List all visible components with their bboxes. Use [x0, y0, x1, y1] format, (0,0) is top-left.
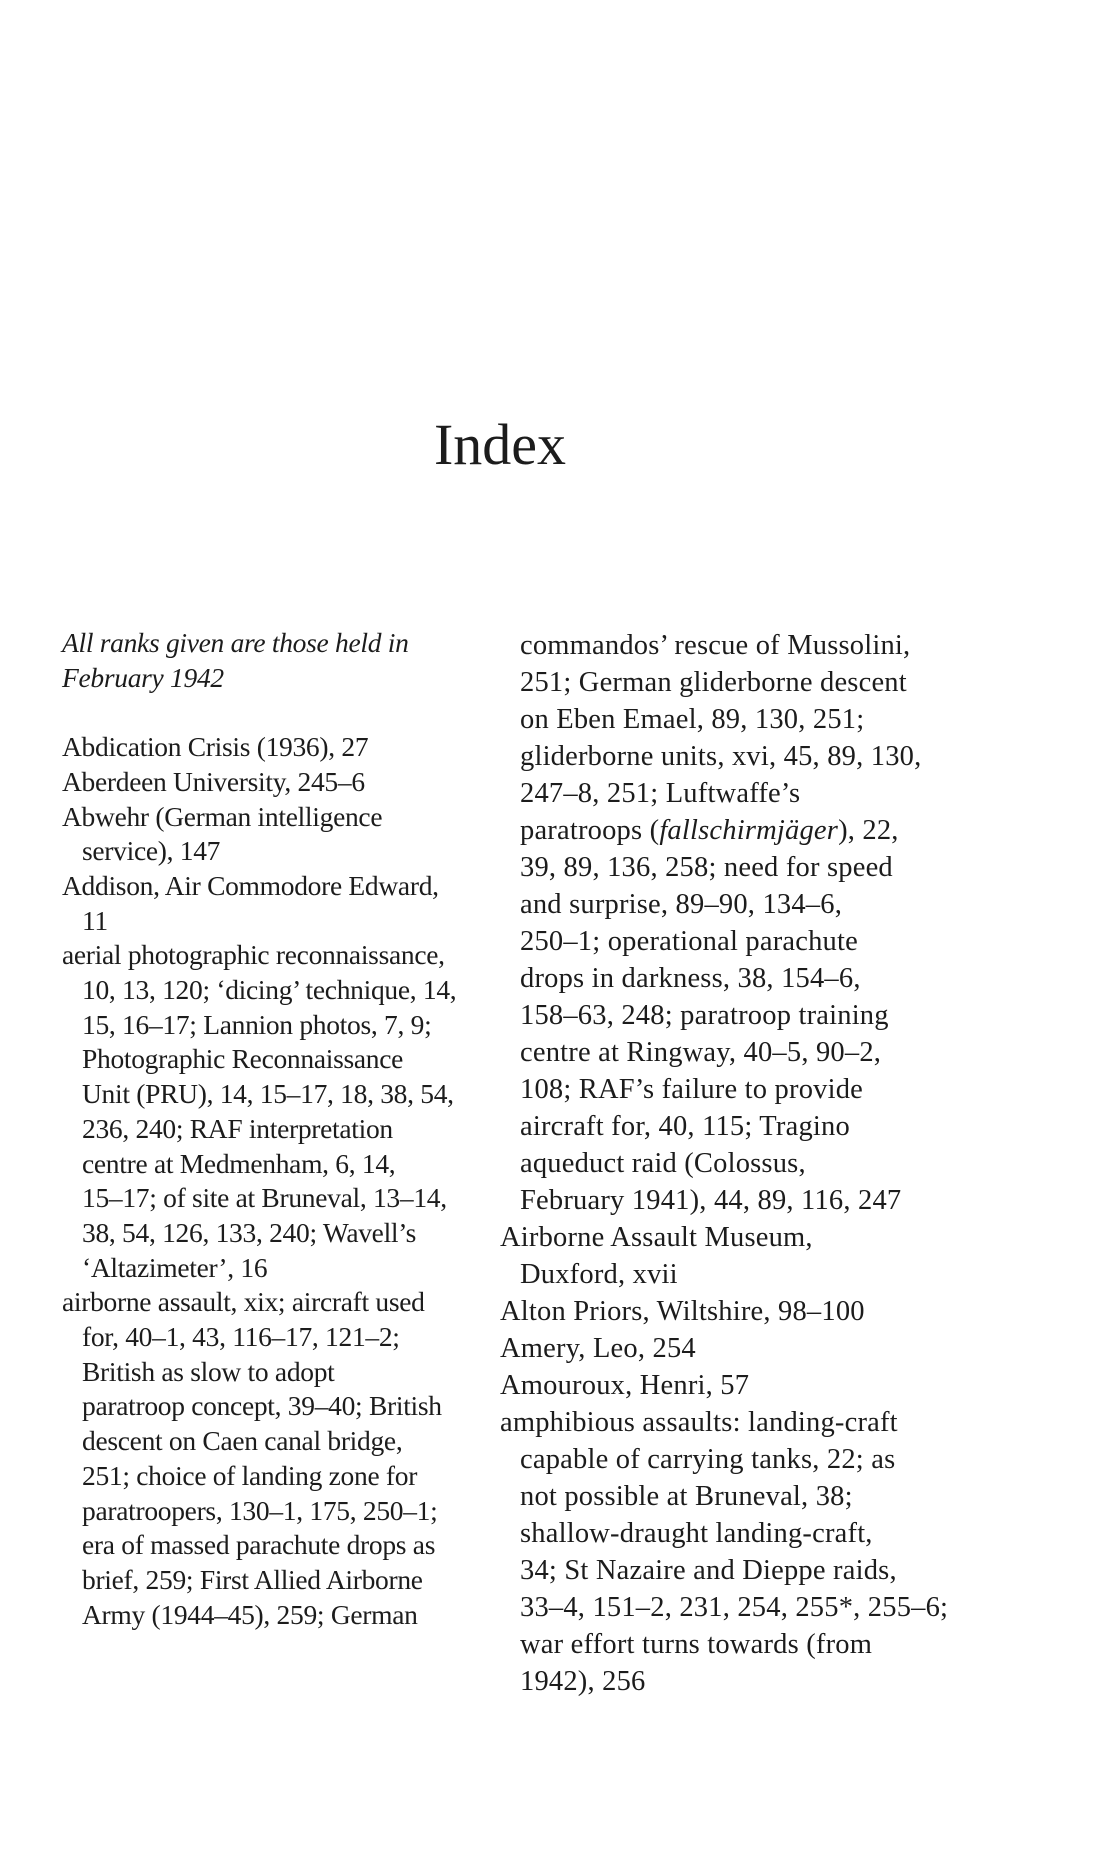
index-entry-line: 158–63, 248; paratroop training: [520, 1000, 889, 1031]
index-entry-line: Unit (PRU), 14, 15–17, 18, 38, 54,: [82, 1078, 454, 1110]
index-entry-heading: airborne assault, xix; aircraft used: [62, 1286, 425, 1318]
index-entry-line: brief, 259; First Allied Airborne: [82, 1563, 423, 1595]
index-entry-line: shallow-draught landing-craft,: [520, 1518, 873, 1549]
index-entry-line: 11: [82, 904, 108, 936]
index-entry-heading: Alton Priors, Wiltshire, 98–100: [500, 1296, 865, 1327]
index-entry-line: paratroopers, 130–1, 175, 250–1;: [82, 1494, 438, 1526]
index-entry-line: British as slow to adopt: [82, 1355, 335, 1387]
index-entry-heading: Amouroux, Henri, 57: [500, 1370, 750, 1401]
index-note-line: February 1942: [62, 661, 224, 693]
index-entry-heading: Amery, Leo, 254: [500, 1333, 696, 1364]
index-entry-line: drops in darkness, 38, 154–6,: [520, 963, 861, 994]
page-title: Index: [433, 412, 567, 477]
index-entry-line: era of massed parachute drops as: [82, 1529, 436, 1561]
index-entry-line: gliderborne units, xvi, 45, 89, 130,: [520, 741, 922, 772]
index-entry-line: for, 40–1, 43, 116–17, 121–2;: [82, 1321, 400, 1352]
index-entry-line: [500, 815, 899, 847]
index-entry-line: aqueduct raid (Colossus,: [520, 1148, 806, 1179]
index-entry-line: service), 147: [82, 835, 221, 867]
index-entry-line: Photographic Reconnaissance: [82, 1043, 404, 1075]
index-entry-line: war effort turns towards (from: [520, 1629, 873, 1660]
index-entry-line: February 1941), 44, 89, 116, 247: [520, 1185, 902, 1216]
index-entry-line: 33–4, 151–2, 231, 254, 255*, 255–6;: [520, 1592, 949, 1623]
index-entry-line: not possible at Bruneval, 38;: [520, 1481, 853, 1512]
index-entry-heading: Abwehr (German intelligence: [62, 800, 383, 832]
index-note-line: All ranks given are those held in: [62, 627, 409, 658]
index-entry-line: 10, 13, 120; ‘dicing’ technique, 14,: [82, 974, 457, 1005]
index-entry-line: descent on Caen canal bridge,: [82, 1425, 403, 1457]
index-entry-line: centre at Ringway, 40–5, 90–2,: [520, 1037, 882, 1068]
index-entry-heading: Addison, Air Commodore Edward,: [62, 869, 439, 901]
index-entry-line: 15, 16–17; Lannion photos, 7, 9;: [82, 1008, 432, 1040]
italic-term: fallschirmjäger: [659, 815, 839, 846]
index-entry-line: paratroop concept, 39–40; British: [82, 1390, 442, 1422]
index-entry-line: and surprise, 89–90, 134–6,: [520, 889, 843, 920]
index-entry-line: 247–8, 251; Luftwaffe’s: [520, 778, 801, 809]
index-entry-line: 39, 89, 136, 258; need for speed: [520, 852, 893, 883]
index-entry-line: aircraft for, 40, 115; Tragino: [520, 1111, 850, 1142]
index-entry-line: capable of carrying tanks, 22; as: [520, 1444, 896, 1475]
text-segment: paratroops (: [520, 815, 660, 846]
index-entry-heading: Abdication Crisis (1936), 27: [62, 731, 369, 763]
index-entry-heading: Airborne Assault Museum,: [500, 1222, 813, 1253]
index-entry-line: 108; RAF’s failure to provide: [520, 1074, 864, 1105]
index-entry-line: commandos’ rescue of Mussolini,: [520, 630, 911, 661]
index-entry-heading: amphibious assaults: landing-craft: [500, 1407, 898, 1438]
index-entry-line: 34; St Nazaire and Dieppe raids,: [520, 1555, 897, 1586]
index-entry-line: 15–17; of site at Bruneval, 13–14,: [82, 1182, 447, 1214]
index-entry-heading: Aberdeen University, 245–6: [62, 765, 365, 797]
index-entry-line: 236, 240; RAF interpretation: [82, 1112, 393, 1144]
index-entry-line: 1942), 256: [520, 1666, 646, 1697]
index-entry-line: ‘Altazimeter’, 16: [82, 1251, 268, 1283]
index-entry-line: on Eben Emael, 89, 130, 251;: [520, 704, 865, 735]
text-segment: ), 22,: [838, 815, 899, 846]
index-entry-line: 251; choice of landing zone for: [82, 1459, 418, 1491]
index-entry-line: 251; German gliderborne descent: [520, 667, 907, 698]
index-entry-line: Duxford, xvii: [520, 1259, 678, 1290]
index-entry-heading: aerial photographic reconnaissance,: [62, 939, 445, 971]
index-entry-line: Army (1944–45), 259; German: [82, 1598, 418, 1630]
index-entry-line: 250–1; operational parachute: [520, 926, 858, 957]
index-entry-line: 38, 54, 126, 133, 240; Wavell’s: [82, 1216, 417, 1248]
index-entry-line: centre at Medmenham, 6, 14,: [82, 1147, 396, 1179]
